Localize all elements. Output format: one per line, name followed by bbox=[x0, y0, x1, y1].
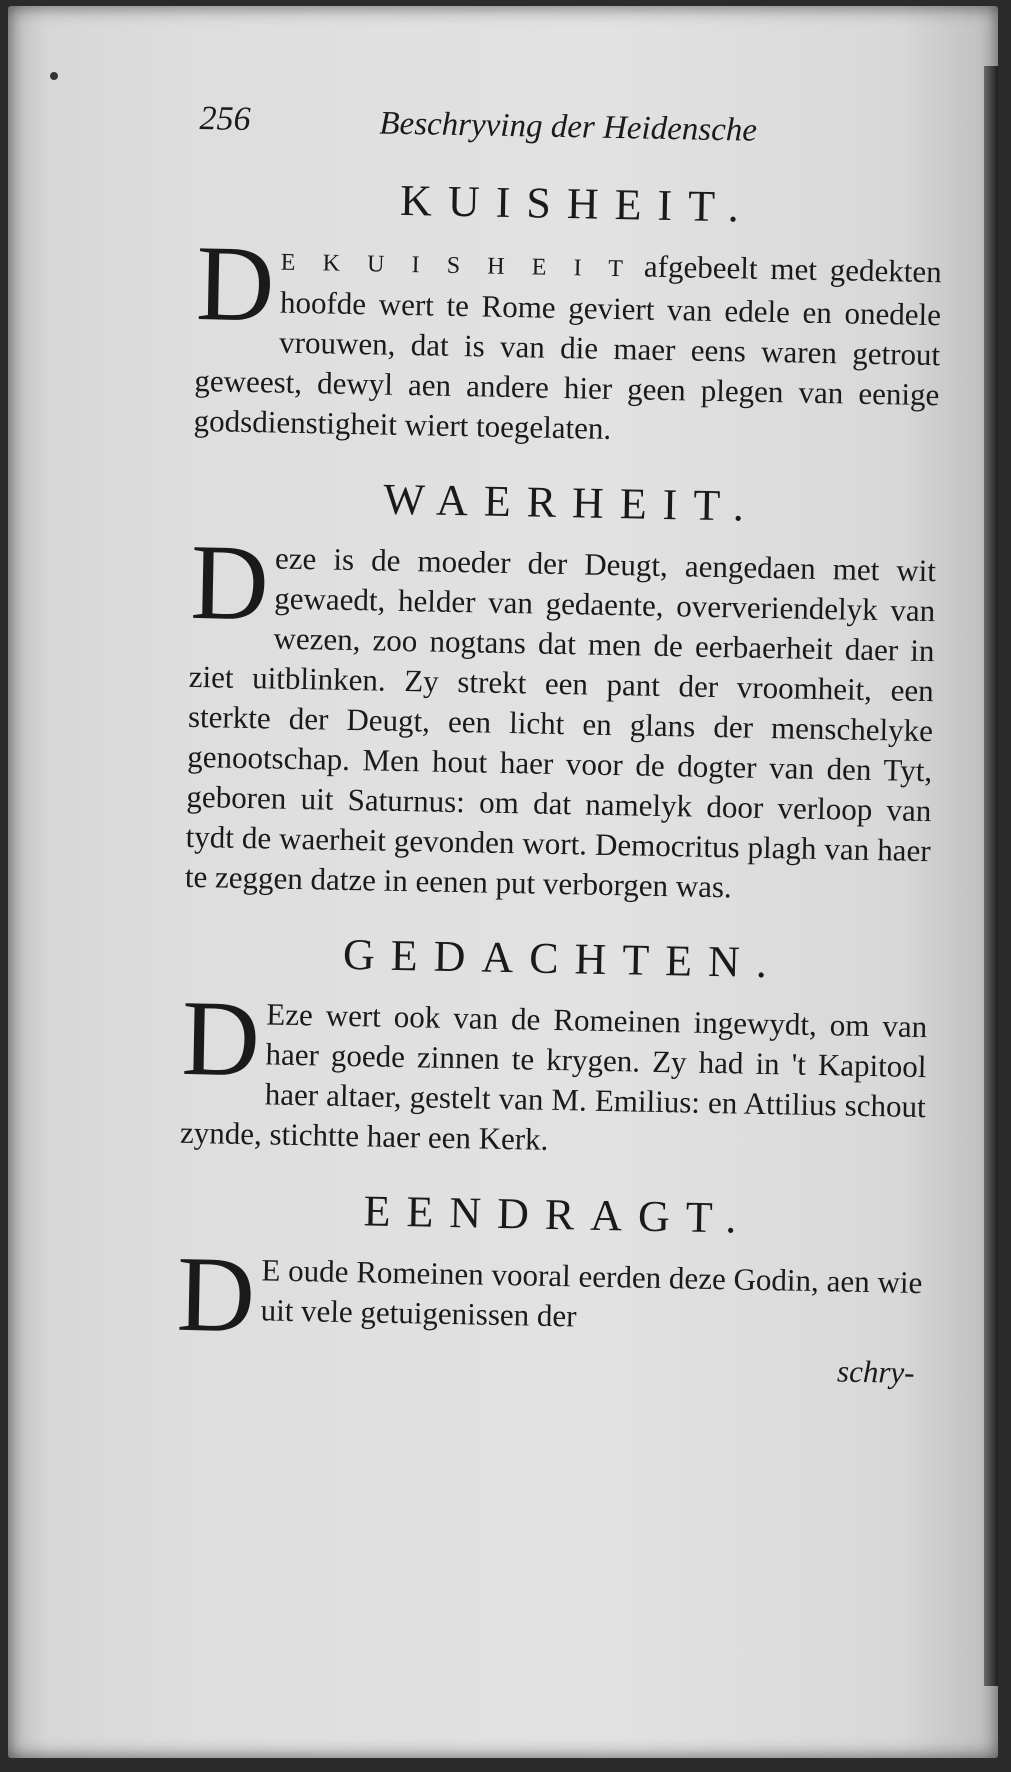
section-gedachten bbox=[180, 923, 929, 1167]
section-paragraph bbox=[193, 223, 943, 455]
drop-cap: D bbox=[195, 223, 276, 345]
section-paragraph bbox=[175, 1234, 923, 1356]
paragraph-text: afgebeelt met gedekten hoofde wert te Rome geviert van edele en onedele vrouwen, dat is van die maer eens waren getrout geweest, dewyl aen andere hier geen plegen van eenige godsdienstigheit wiert toegelaten. bbox=[193, 248, 943, 446]
section-title: WAERHEIT. bbox=[382, 474, 761, 531]
drop-cap: D bbox=[180, 978, 261, 1100]
section-title: GEDACHTEN. bbox=[342, 929, 784, 988]
page-header bbox=[199, 94, 945, 178]
book-edge bbox=[984, 66, 998, 1686]
page-number: 256 bbox=[199, 99, 251, 138]
section-waerheit bbox=[185, 467, 938, 911]
lead-small-caps: E K U I S H E I T bbox=[280, 249, 632, 283]
drop-cap: D bbox=[189, 522, 270, 644]
catchword: schry- bbox=[836, 1353, 915, 1390]
section-paragraph bbox=[184, 522, 937, 911]
section-paragraph bbox=[179, 978, 928, 1167]
paragraph-text: E oude Romeinen vooral eerden deze Godin, aen wie uit vele getuigenissen der bbox=[260, 1252, 923, 1334]
book-page bbox=[8, 6, 998, 1758]
paragraph-text: eze is de moeder der Deugt, aengedaen met wit gewaedt, helder van gedaente, oververiendelyk van wezen, zoo nogtans dat men de eerbaerheit daer in ziet uitblinken. Zy strekt een pant der vroomheit, een sterkte der Deugt, een licht en glans der menschelyke genootschap. Men hout haer voor de dogter van den Tyt, geboren uit Saturnus: om dat namelyk door verloop van tydt de waerheit gevonden wort. Democritus plagh van haer te zeggen datze in eenen put verborgen was. bbox=[184, 540, 937, 905]
ink-speck bbox=[50, 72, 58, 80]
section-eendragt bbox=[175, 1179, 924, 1391]
paragraph-text: Eze wert ook van de Romeinen ingewydt, om van haer goede zinnen te krygen. Zy had in 't Kapitool haer altaer, gestelt van M. Emilius: en Attilius schout zynde, stichtte haer een Kerk. bbox=[179, 996, 928, 1157]
page-content bbox=[175, 94, 944, 1391]
running-head: Beschryving der Heidensche bbox=[379, 105, 758, 149]
section-title: KUISHEIT. bbox=[399, 175, 756, 232]
section-kuisheit bbox=[193, 168, 943, 455]
drop-cap: D bbox=[175, 1234, 257, 1356]
section-title: EENDRAGT. bbox=[363, 1186, 753, 1243]
